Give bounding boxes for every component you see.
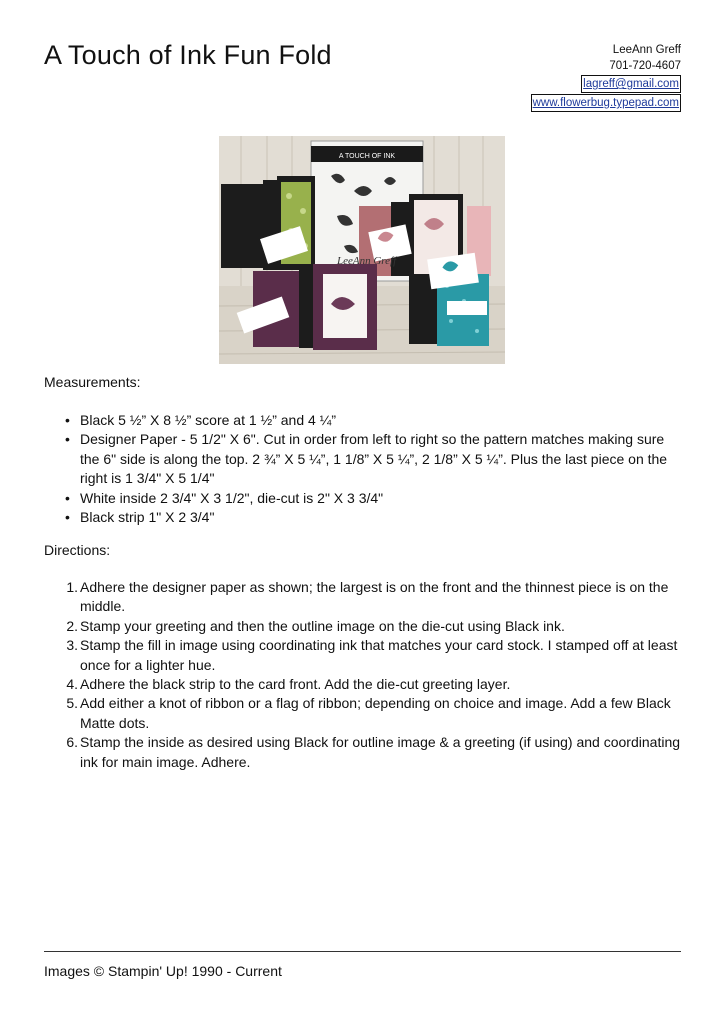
contact-phone: 701-720-4607 bbox=[609, 60, 681, 72]
contact-block bbox=[421, 42, 681, 112]
list-item: • Designer Paper - 5 1/2" X 6". Cut in order from left to right so the pattern matches making sure the 6" side is along the top. 2 ¾” X 5 ¼”, 1 1/8” X 5 ¼”, 2 1/8” X 5 ¼”. Plus the last piece on the right is 1 3/4" X 5 1/4" bbox=[65, 431, 668, 487]
contact-name: LeeAnn Greff bbox=[612, 44, 681, 56]
card-samples-photo bbox=[219, 136, 505, 364]
list-item: • White inside 2 3/4" X 3 1/2", die-cut is 2" X 3 3/4" bbox=[65, 489, 384, 506]
measurements-heading: Measurements: bbox=[44, 374, 141, 390]
photo-watermark: LeeAnn Greff bbox=[337, 255, 397, 267]
list-item: 4. Adhere the black strip to the card front. Add the die-cut greeting layer. bbox=[66, 676, 511, 693]
directions-list bbox=[44, 578, 684, 772]
list-item: • Black strip 1" X 2 3/4" bbox=[65, 509, 215, 526]
list-item: 3. Stamp the fill in image using coordinating ink that matches your card stock. I stamped off at least once for a lighter hue. bbox=[66, 637, 678, 673]
website-link[interactable]: www.flowerbug.typepad.com bbox=[531, 94, 681, 112]
list-item: 5. Add either a knot of ribbon or a flag of ribbon; depending on choice and image. Add a few Black Matte dots. bbox=[66, 695, 671, 731]
page-title: A Touch of Ink Fun Fold bbox=[44, 40, 332, 70]
stamp-set-title: A TOUCH OF INK bbox=[338, 153, 396, 160]
footer-copyright: Images © Stampin' Up! 1990 - Current bbox=[44, 963, 282, 979]
list-item: • Black 5 ½” X 8 ½” score at 1 ½” and 4 ¼” bbox=[65, 412, 337, 428]
footer-divider bbox=[44, 951, 681, 952]
email-link[interactable]: lagreff@gmail.com bbox=[581, 75, 681, 93]
list-item: 1. Adhere the designer paper as shown; the largest is on the front and the thinnest piece is on the middle. bbox=[66, 579, 669, 615]
list-item: 2. Stamp your greeting and then the outline image on the die-cut using Black ink. bbox=[66, 617, 565, 634]
measurements-list bbox=[44, 411, 684, 527]
directions-heading: Directions: bbox=[44, 542, 111, 558]
list-item: 6. Stamp the inside as desired using Black for outline image & a greeting (if using) and coordinating ink for main image. Adhere. bbox=[66, 734, 681, 770]
